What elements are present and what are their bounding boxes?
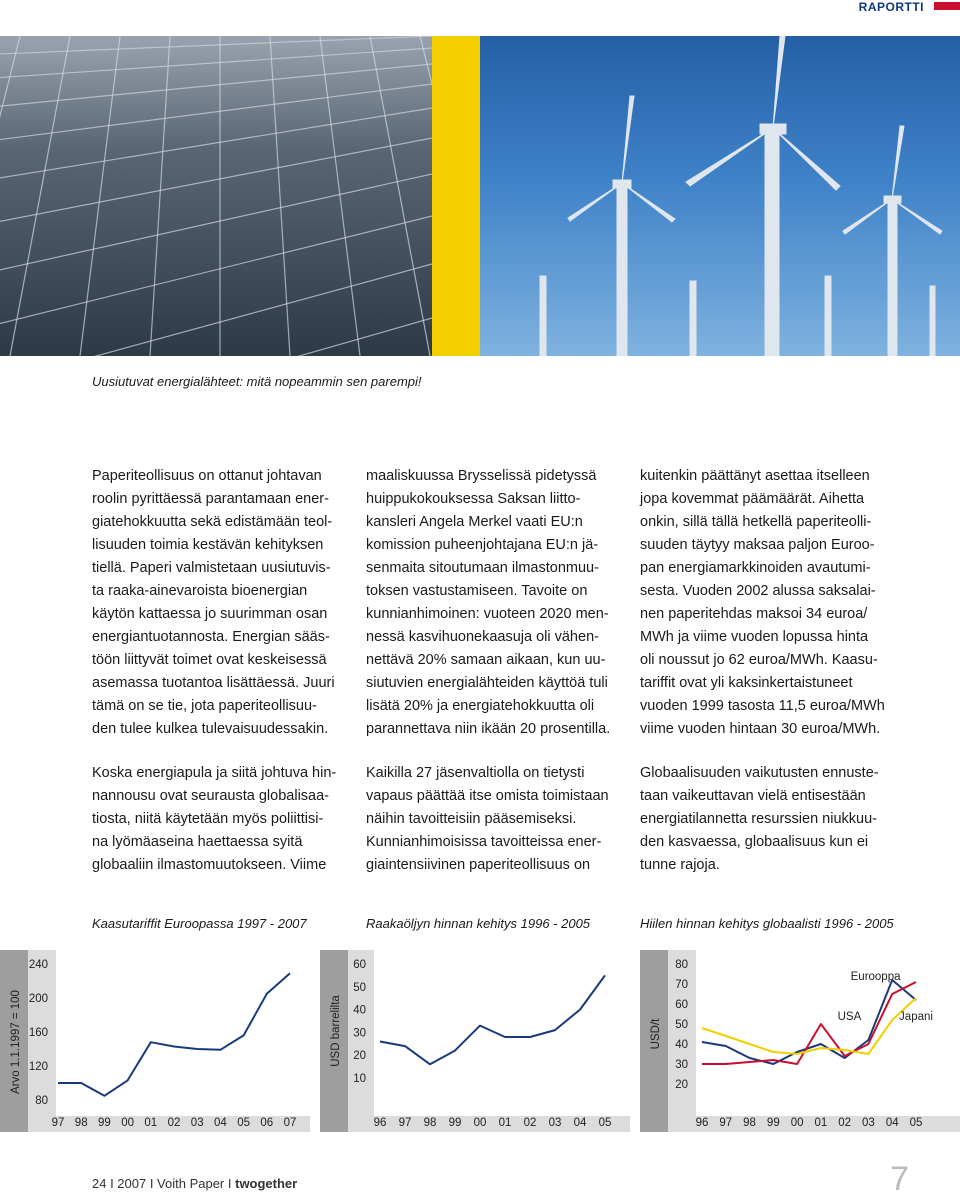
x-tick-label: 03 xyxy=(548,1117,562,1129)
x-tick-label: 97 xyxy=(51,1117,65,1129)
x-tick-label: 01 xyxy=(144,1117,158,1129)
text-line: pan energiamarkkinoiden avautumi- xyxy=(640,560,871,576)
yellow-accent-bar xyxy=(432,36,480,356)
y-tick-label: 60 xyxy=(353,959,366,971)
x-tick-label: 05 xyxy=(909,1117,923,1129)
footer-brand: twogether xyxy=(235,1176,298,1191)
column-3-top xyxy=(640,465,940,741)
text-line: jopa kovemmat päämäärät. Aihetta xyxy=(640,491,865,507)
x-tick-label: 05 xyxy=(598,1117,612,1129)
y-tick-label: 10 xyxy=(353,1073,366,1085)
text-line: asemassa tuotantoa lisättäessä. Juuri xyxy=(92,675,335,691)
y-axis-label: USD/t xyxy=(650,1018,662,1050)
x-tick-label: 99 xyxy=(766,1117,780,1129)
column-2-top xyxy=(366,465,626,741)
x-tick-label: 96 xyxy=(695,1117,709,1129)
text-line: käytön kattaessa jo suurimman osan xyxy=(92,606,328,622)
text-line: giatehokkuutta sekä edistämään teol- xyxy=(92,514,333,530)
column-1-bottom xyxy=(92,762,352,877)
y-tick-label: 80 xyxy=(35,1095,48,1107)
chart-background xyxy=(28,950,310,1132)
y-tick-label: 80 xyxy=(675,959,688,971)
chart-y-band xyxy=(348,950,374,1132)
chart-title-oil: Raakaöljyn hinnan kehitys 1996 - 2005 xyxy=(366,916,591,931)
solar-panels-photo xyxy=(0,36,432,356)
text-line: parannettava niin ikään 20 prosentilla. xyxy=(366,721,611,737)
text-line: sesta. Vuoden 2002 alussa saksalai- xyxy=(640,583,876,599)
x-tick-label: 02 xyxy=(523,1117,537,1129)
text-line: toksen vastustamiseen. Tavoite on xyxy=(366,583,588,599)
chart-title-gas: Kaasutariffit Euroopassa 1997 - 2007 xyxy=(92,916,307,931)
y-tick-label: 40 xyxy=(353,1004,366,1017)
column-1-top xyxy=(92,465,352,741)
chart-gas-tariffs xyxy=(0,950,310,1132)
text-line: ta raaka-ainevaroista bioenergian xyxy=(92,583,308,599)
x-tick-label: 01 xyxy=(498,1117,512,1129)
text-line: huippukokouksessa Saksan liitto- xyxy=(366,491,581,507)
text-line: Globaalisuuden vaikutusten ennuste- xyxy=(640,765,879,781)
x-tick-label: 07 xyxy=(283,1117,297,1129)
x-tick-label: 00 xyxy=(121,1117,134,1129)
y-tick-label: 160 xyxy=(28,1027,48,1039)
y-tick-label: 30 xyxy=(353,1027,366,1040)
text-line: suuden täytyy maksaa paljon Euroo- xyxy=(640,537,875,553)
x-tick-label: 98 xyxy=(74,1117,88,1129)
x-tick-label: 03 xyxy=(190,1117,204,1129)
chart-x-band xyxy=(348,1116,630,1132)
text-line: taan vaikeuttavan vielä entisestään xyxy=(640,788,866,804)
text-line: nettävä 20% samaan aikaan, kun uu- xyxy=(366,652,606,668)
text-line: lisätä 20% ja energiatehokkuutta oli xyxy=(366,698,595,714)
text-line: vapaus päättää itse omista toimistaan xyxy=(366,788,609,804)
x-tick-label: 00 xyxy=(790,1117,804,1129)
y-tick-label: 70 xyxy=(675,979,688,991)
text-line: energiatilannetta resurssien niukkuu- xyxy=(640,811,877,827)
text-line: kansleri Angela Merkel vaati EU:n xyxy=(366,514,583,530)
x-tick-label: 01 xyxy=(814,1117,828,1129)
x-tick-label: 02 xyxy=(838,1117,852,1129)
x-tick-label: 05 xyxy=(237,1117,250,1129)
text-line: töön liittyvät toimet ovat keskeisessä xyxy=(92,652,327,668)
footer-text: 24 I 2007 I Voith Paper I xyxy=(92,1176,236,1191)
y-tick-label: 40 xyxy=(675,1039,688,1051)
y-axis-label: USD barrelilta xyxy=(330,995,342,1067)
x-tick-label: 97 xyxy=(398,1117,412,1129)
text-line: senmaita sitoutumaan ilmastonmuu- xyxy=(366,560,599,576)
column-2-bottom xyxy=(366,762,626,877)
text-line: tunne rajoja. xyxy=(640,857,720,873)
x-tick-label: 04 xyxy=(573,1117,587,1129)
y-tick-label: 30 xyxy=(675,1059,688,1071)
text-line: tiosta, niitä käytetään myös poliittisi- xyxy=(92,811,324,827)
text-line: siutuvien energialähteiden käyttöä tuli xyxy=(366,675,608,691)
y-tick-label: 50 xyxy=(353,981,366,994)
text-line: Paperiteollisuus on ottanut johtavan xyxy=(92,468,322,484)
text-line: Kaikilla 27 jäsenvaltiolla on tietysti xyxy=(366,765,585,781)
y-tick-label: 20 xyxy=(675,1079,688,1091)
text-line: den tulee kulkea tulevaisuudessakin. xyxy=(92,721,329,737)
text-line: na lyömäaseina haettaessa syitä xyxy=(92,834,303,850)
text-line: nessä kasvihuonekaasuja oli vähen- xyxy=(366,629,599,645)
text-line: vuoden 1999 tasosta 11,5 euroa/MWh xyxy=(640,698,885,714)
text-line: onkin, sillä tällä hetkellä paperiteolli- xyxy=(640,514,872,530)
x-tick-label: 98 xyxy=(743,1117,756,1129)
x-tick-label: 96 xyxy=(373,1117,387,1129)
section-label: RAPORTTI xyxy=(858,0,924,14)
text-line: roolin pyrittäessä parantamaan ener- xyxy=(92,491,329,507)
x-tick-label: 97 xyxy=(719,1117,733,1129)
text-line: kuitenkin päättänyt asettaa itselleen xyxy=(640,468,870,484)
text-line: tiellä. Paperi valmistetaan uusiutuvis- xyxy=(92,560,331,576)
text-line: energiantuotannosta. Energian sääs- xyxy=(92,629,330,645)
x-tick-label: 99 xyxy=(448,1117,462,1129)
series-label: USA xyxy=(837,1011,862,1023)
x-tick-label: 06 xyxy=(260,1117,274,1129)
text-line: näihin tavoitteisiin pääsemiseksi. xyxy=(366,811,577,827)
series-label: Eurooppa xyxy=(850,971,901,983)
text-line: giaintensiivinen paperiteollisuus on xyxy=(366,857,591,873)
chart-coal xyxy=(640,950,960,1132)
chart-background xyxy=(668,950,960,1132)
chart-background xyxy=(348,950,630,1132)
chart-crude-oil xyxy=(320,950,630,1132)
y-tick-label: 240 xyxy=(28,959,48,971)
wind-turbines-photo xyxy=(480,36,960,356)
text-line: viime vuoden hintaan 30 euroa/MWh. xyxy=(640,721,881,737)
text-line: Kunnianhimoisissa tavoitteissa ener- xyxy=(366,834,602,850)
text-line: nen paperitehdas maksoi 34 euroa/ xyxy=(640,606,868,622)
x-tick-label: 03 xyxy=(862,1117,875,1129)
y-tick-label: 200 xyxy=(28,993,48,1005)
y-tick-label: 20 xyxy=(353,1050,366,1063)
x-tick-label: 04 xyxy=(214,1117,227,1129)
column-3-bottom xyxy=(640,762,940,877)
text-line: kunnianhimoinen: vuoteen 2020 men- xyxy=(366,606,609,622)
text-line: tämä on se tie, jota paperiteollisuu- xyxy=(92,698,317,714)
text-line: den kasvaessa, globaalisuus kun ei xyxy=(640,834,869,850)
x-tick-label: 00 xyxy=(473,1117,487,1129)
text-line: maaliskuussa Brysselissä pidetyssä xyxy=(366,468,597,484)
y-tick-label: 120 xyxy=(28,1061,48,1073)
chart-title-coal: Hiilen hinnan kehitys globaalisti 1996 - 2005 xyxy=(640,916,894,931)
page-number: 7 xyxy=(890,1160,909,1198)
x-tick-label: 04 xyxy=(885,1117,899,1129)
photo-caption: Uusiutuvat energialähteet: mitä nopeammin sen parempi! xyxy=(92,374,422,389)
section-color-bar xyxy=(934,2,960,10)
footer-info xyxy=(92,1176,297,1191)
text-line: komission puheenjohtajana EU:n jä- xyxy=(366,537,599,553)
text-line: lisuuden toimia kestävän kehityksen xyxy=(92,537,324,553)
text-line: globaaliin ilmastomuutokseen. Viime xyxy=(92,857,327,873)
x-tick-label: 98 xyxy=(423,1117,437,1129)
y-tick-label: 50 xyxy=(675,1019,688,1031)
y-tick-label: 60 xyxy=(675,999,688,1011)
y-axis-label: Arvo 1.1.1997 = 100 xyxy=(10,990,22,1094)
text-line: oli noussut jo 62 euroa/MWh. Kaasu- xyxy=(640,652,878,668)
x-tick-label: 99 xyxy=(98,1117,111,1129)
text-line: tariffit ovat yli kaksinkertaistuneet xyxy=(640,675,853,691)
text-line: Koska energiapula ja siitä johtuva hin- xyxy=(92,765,337,781)
x-tick-label: 02 xyxy=(167,1117,181,1129)
series-label: Japani xyxy=(899,1011,933,1023)
text-line: nannousu ovat seurausta globalisaa- xyxy=(92,788,329,804)
text-line: MWh ja viime vuoden lopussa hinta xyxy=(640,629,869,645)
